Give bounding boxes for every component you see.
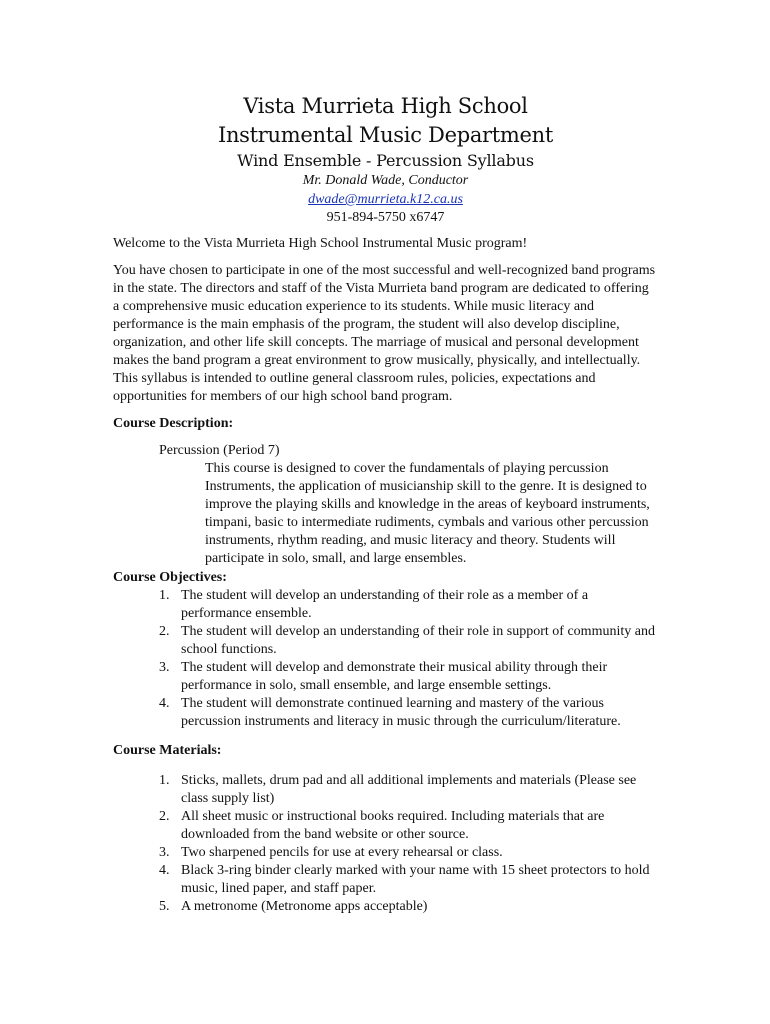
school-name: Vista Murrieta High School <box>243 94 528 118</box>
list-text: The student will develop and demonstrate their musical ability through their performance in solo, small ensemble, and large ensemble settings. <box>181 660 608 693</box>
list-number: 4. <box>159 696 170 711</box>
list-text: The student will develop an understanding of their role in support of community and school functions. <box>181 624 655 657</box>
list-text: The student will develop an understanding of their role as a member of a performance ensemble. <box>181 588 589 621</box>
list-text: A metronome (Metronome apps acceptable) <box>181 899 428 914</box>
document-page <box>113 92 658 916</box>
email-link[interactable]: dwade@murrieta.k12.ca.us <box>308 192 463 207</box>
list-number: 3. <box>159 660 170 675</box>
list-number: 1. <box>159 773 170 788</box>
course-description-text: This course is designed to cover the fundamentals of playing percussion Instruments, the application of musicianship skill to the genre. It is designed to improve the playing skills and knowledge in the areas of keyboard instruments, timpani, basic to intermediate rudiments, cymbals and various other percussion instruments, rhythm reading, and music literacy and theory. Students will participate in solo, small, and large ensembles. <box>205 461 650 566</box>
department-name: Instrumental Music Department <box>217 123 554 147</box>
list-text: Two sharpened pencils for use at every rehearsal or class. <box>181 845 503 860</box>
list-number: 4. <box>159 863 170 878</box>
syllabus-title: Wind Ensemble - Percussion Syllabus <box>237 151 534 170</box>
list-item <box>113 695 658 731</box>
list-number: 5. <box>159 899 170 914</box>
materials-list <box>113 772 658 916</box>
list-item <box>113 772 658 808</box>
course-name: Percussion (Period 7) <box>159 443 280 458</box>
list-item <box>113 659 658 695</box>
objectives-list <box>113 587 658 731</box>
list-item <box>113 808 658 844</box>
document-header <box>113 92 658 227</box>
course-description-heading: Course Description: <box>113 416 234 431</box>
list-number: 2. <box>159 809 170 824</box>
list-item <box>113 623 658 659</box>
list-text: All sheet music or instructional books required. Including materials that are downloaded from the band website or other source. <box>181 809 605 842</box>
welcome-text: Welcome to the Vista Murrieta High School Instrumental Music program! <box>113 236 528 251</box>
phone-number: 951-894-5750 x6747 <box>326 210 445 225</box>
intro-paragraph: You have chosen to participate in one of the most successful and well-recognized band programs in the state. The directors and staff of the Vista Murrieta band program are dedicated to offering a comprehensive music education experience to its students. While music literacy and performance is the main emphasis of the program, the student will also develop discipline, organization, and other life skill concepts. The marriage of musical and personal development makes the band program a great environment to grow musically, physically, and intellectually. This syllabus is intended to outline general classroom rules, policies, expectations and opportunities for members of our high school band program. <box>113 263 656 404</box>
course-objectives-heading: Course Objectives: <box>113 570 227 585</box>
list-number: 2. <box>159 624 170 639</box>
list-text: Black 3-ring binder clearly marked with your name with 15 sheet protectors to hold music, lined paper, and staff paper. <box>181 863 650 896</box>
list-item <box>113 587 658 623</box>
list-number: 3. <box>159 845 170 860</box>
list-text: Sticks, mallets, drum pad and all additional implements and materials (Please see class supply list) <box>181 773 637 806</box>
list-item <box>113 898 658 916</box>
list-item <box>113 862 658 898</box>
list-text: The student will demonstrate continued learning and mastery of the various percussion instruments and literacy in music through the curriculum/literature. <box>181 696 621 729</box>
course-materials-heading: Course Materials: <box>113 743 222 758</box>
list-item <box>113 844 658 862</box>
conductor-name: Mr. Donald Wade, Conductor <box>302 173 469 188</box>
list-number: 1. <box>159 588 170 603</box>
